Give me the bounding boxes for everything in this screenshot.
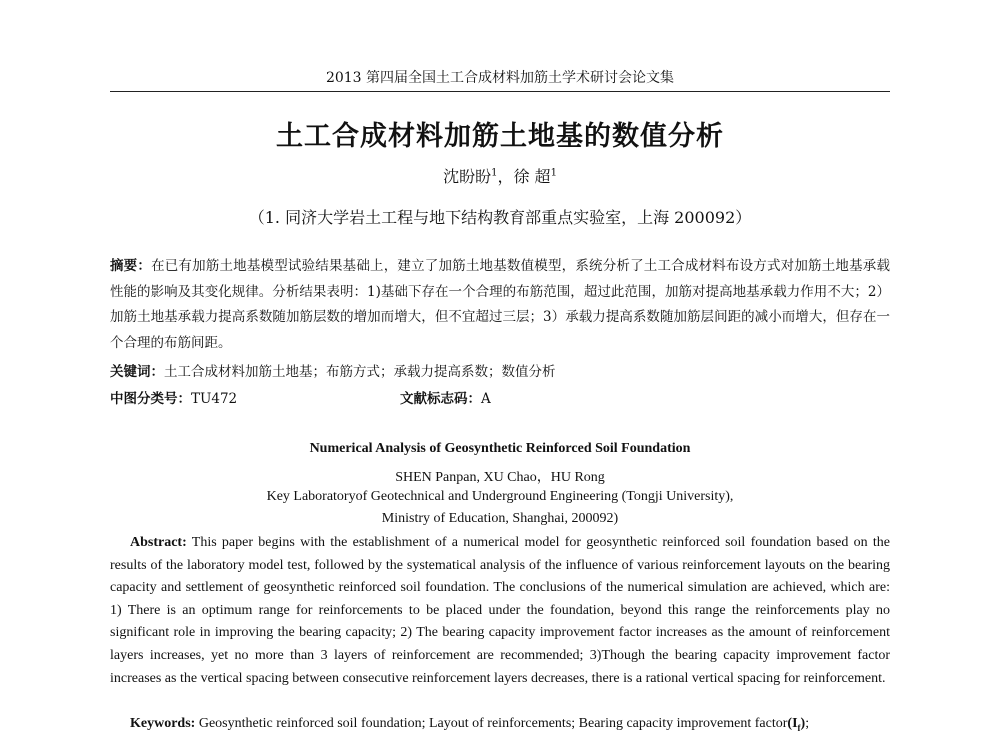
cn-keywords-text: 土工合成材料加筋土地基；布筋方式；承载力提高系数；数值分析 xyxy=(164,364,556,380)
paper-title: 土工合成材料加筋土地基的数值分析 xyxy=(276,121,724,152)
cn-abstract-label: 摘要： xyxy=(110,258,152,274)
clc-label: 中图分类号： xyxy=(110,391,191,407)
author-separator: ， xyxy=(497,167,514,186)
cn-keywords-label: 关键词： xyxy=(110,364,164,380)
cn-keywords xyxy=(110,361,890,383)
author-name: 沈盼盼 xyxy=(443,167,492,186)
en-abstract-text: This paper begins with the establishment of a numerical model for geosynthetic reinforced soil foundation based on the results of the laboratory model test, followed by the systematical analysis of the influence of various reinforcement layouts on the bearing capacity and settlement of geosynthetic reinforced soil foundation. The conclusions of the numerical simulation are achieved, which are: 1) There is an optimum range for reinforcements to be placed under the foundation, beyond this range the reinforcements play no significant role in improving the bearing capacity; 2) The bearing capacity improvement factor increases as the amount of reinforcement layers increases, yet no more than 3 layers of reinforcement are recommended; 3)Though the bearing capacity improvement factor increases as the vertical spacing between consecutive reinforcement layers decreases, there is a rational vertical spacing for reinforcement. xyxy=(110,535,890,686)
cn-classification xyxy=(110,388,890,410)
doc-code-value: A xyxy=(481,391,491,407)
author-affiliation-mark: 1 xyxy=(491,167,498,179)
en-abstract xyxy=(110,532,890,690)
cn-abstract-text: 在已有加筋土地基模型试验结果基础上，建立了加筋土地基数值模型，系统分析了土工合成材料布设方式对加筋土地基承载性能的影响及其变化规律。分析结果表明：1)基础下存在一个合理的布筋范围，超过此范围，加筋对提高地基承载力作用不大；2）加筋土地基承载力提高系数随加筋层数的增加而增大，但不宜超过三层；3）承载力提高系数随加筋层间距的减小而增大，但存在一个合理的布筋间距。 xyxy=(110,258,890,351)
en-abstract-label: Abstract: xyxy=(130,535,187,550)
keywords-tail: ; xyxy=(805,716,810,731)
en-title: Numerical Analysis of Geosynthetic Reinforced Soil Foundation xyxy=(309,441,691,456)
en-keywords-label: Keywords: xyxy=(130,716,196,731)
keywords-symbol: $(I_f)$ xyxy=(787,716,806,733)
en-authors: SHEN Panpan, XU Chao，HU Rong xyxy=(395,470,605,485)
header-rule xyxy=(110,91,890,92)
en-keywords-text: Geosynthetic reinforced soil foundation; Layout of reinforcements; Bearing capacity improvement factor xyxy=(198,716,788,731)
author-affiliation-mark: 1 xyxy=(550,167,557,179)
affiliation: （1. 同济大学岩土工程与地下结构教育部重点实验室，上海 200092） xyxy=(248,208,752,227)
cn-abstract xyxy=(110,254,890,356)
en-affiliation-line-2: Ministry of Education, Shanghai, 200092) xyxy=(381,511,619,526)
author-name: 徐 超 xyxy=(513,167,551,186)
clc-value: TU472 xyxy=(191,391,238,407)
en-affiliation-line-1: Key Laboratoryof Geotechnical and Underground Engineering (Tongji University), xyxy=(266,489,734,504)
doc-code-label: 文献标志码： xyxy=(400,391,481,407)
en-keywords xyxy=(130,716,910,733)
author-list xyxy=(110,164,890,187)
running-head: 2013 第四届全国土工合成材料加筋土学术研讨会论文集 xyxy=(325,70,675,86)
